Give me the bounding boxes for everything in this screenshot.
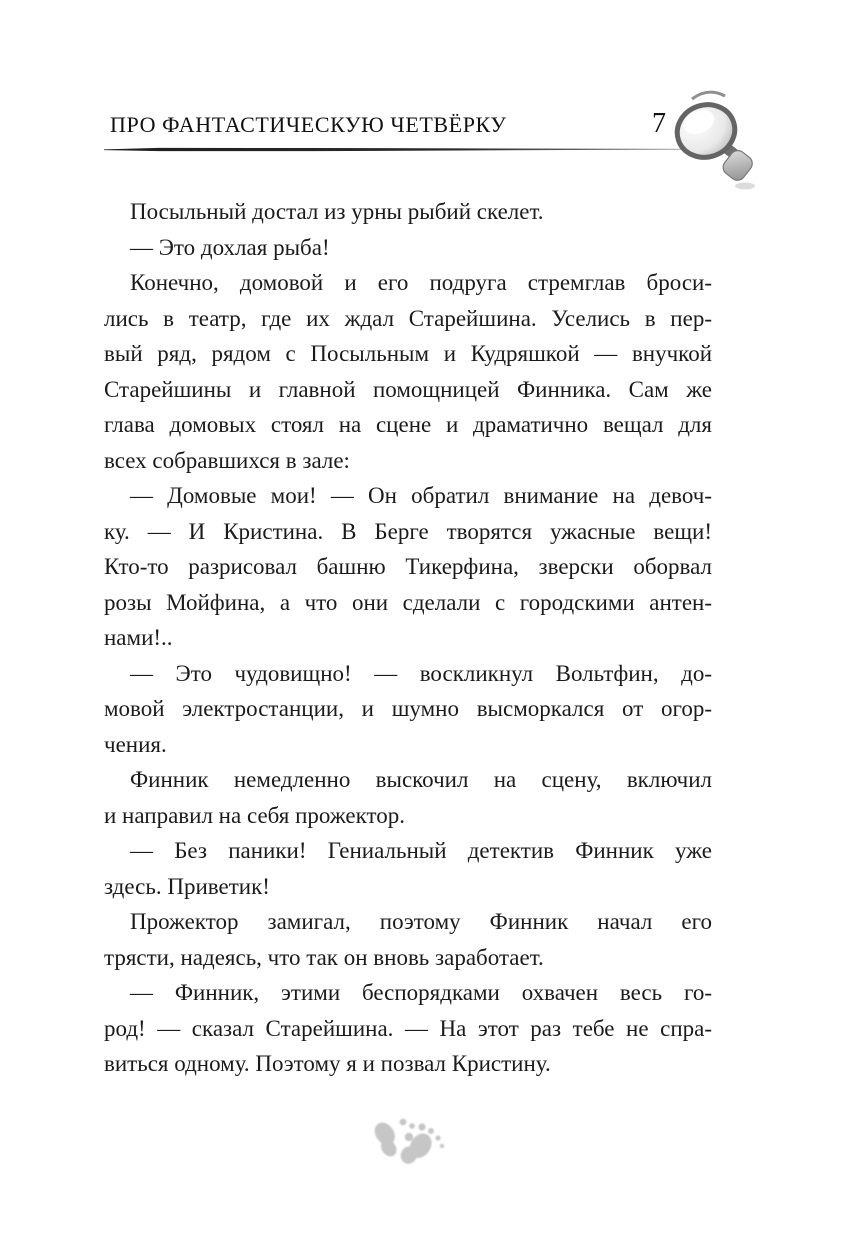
text-line: Старейшины и главной помощницей Финника. Сам же (104, 376, 712, 402)
right-toe (435, 1135, 440, 1140)
left-footprint (368, 1119, 405, 1160)
text-line: Конечно, домовой и его подруга стремглав броси- (130, 270, 712, 295)
text-line: вый ряд, рядом с Посыльным и Кудряшкой — внучкой (104, 341, 712, 366)
text-line: здесь. Приветик! (104, 873, 270, 899)
text-line: Кто-то разрисовал башню Тикерфина, зверски оборвал (104, 554, 712, 579)
text-line: — Без паники! Гениальный детектив Финник уже (130, 838, 712, 863)
text-line: мовой электростанции, и шумно высморкался от огор- (104, 696, 712, 721)
text-line: нами!.. (104, 625, 173, 650)
text-line: род! — сказал Старейшина. — На этот раз тебе не спра- (104, 1015, 712, 1041)
running-title: ПРО ФАНТАСТИЧЕСКУЮ ЧЕТВЁРКУ (110, 112, 507, 137)
text-line: лись в театр, где их ждал Старейшина. Уселись в пер- (104, 305, 712, 331)
text-line: ку. — И Кристина. В Берге творятся ужасные вещи! (104, 518, 712, 544)
text-line: трясти, надеясь, что так он вновь заработает. (104, 944, 544, 970)
text-line: — Домовые мои! — Он обратил внимание на девоч- (130, 483, 712, 508)
page-number: 7 (652, 108, 666, 139)
left-toe (409, 1123, 415, 1129)
text-line: чения. (104, 731, 167, 757)
right-toe (428, 1128, 434, 1134)
right-toe (418, 1123, 425, 1130)
header-rule (104, 147, 694, 153)
text-line: Прожектор замигал, поэтому Финник начал его (130, 909, 712, 934)
text-line: — Это чудовищно! — воскликнул Вольтфин, до- (130, 660, 712, 686)
left-toe (405, 1133, 413, 1141)
right-footprint (397, 1128, 436, 1170)
body-text (104, 194, 712, 1082)
right-toe (440, 1144, 444, 1148)
left-toe (400, 1119, 407, 1126)
text-line: розы Мойфина, а что они сделали с городскими антен- (104, 589, 712, 615)
text-line: и направил на себя прожектор. (104, 802, 406, 828)
text-line: глава домовых стоял на сцене и драматично вещал для (104, 412, 712, 437)
text-line: — Финник, этими беспорядками охвачен весь го- (130, 980, 712, 1005)
text-line: — Это дохлая рыба! (130, 234, 330, 260)
handle-shadow (735, 183, 755, 190)
text-line: виться одному. Поэтому я и позвал Кристину. (104, 1051, 551, 1076)
magnifying-glass-icon (662, 84, 766, 200)
text-line: Посыльный достал из урны рыбий скелет. (130, 199, 544, 224)
shine-flick (692, 92, 725, 99)
text-line: Финник немедленно выскочил на сцену, включил (130, 767, 712, 792)
text-line: всех собравшихся в зале: (104, 447, 350, 473)
footprints-icon (362, 1110, 462, 1170)
